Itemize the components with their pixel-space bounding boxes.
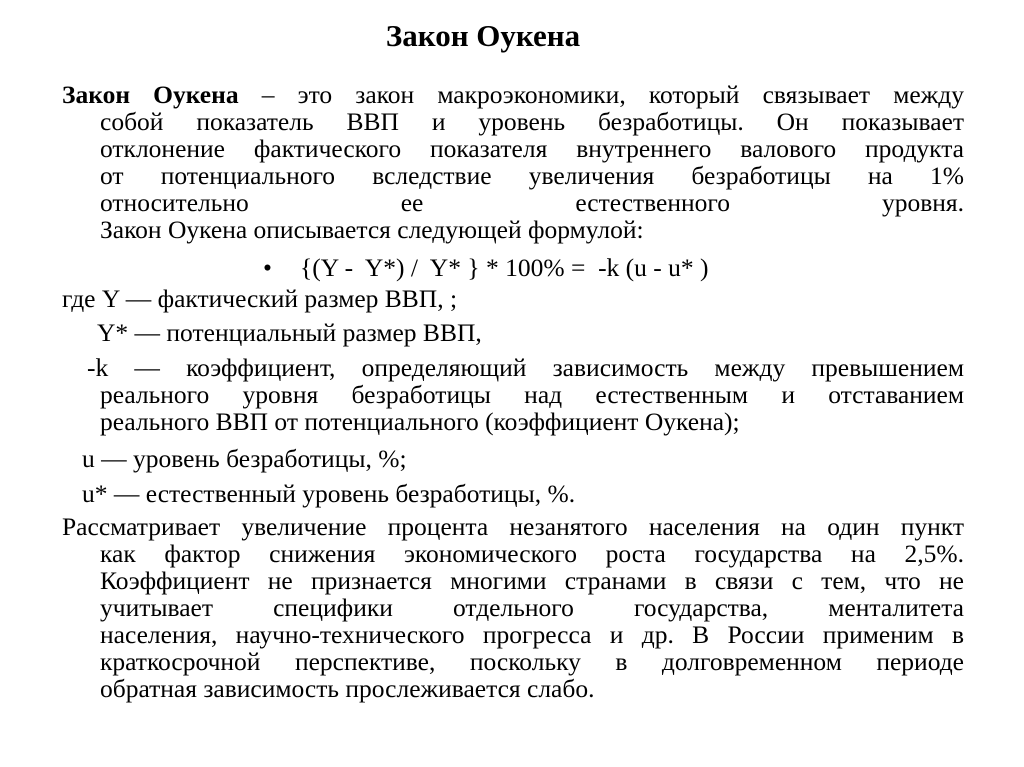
intro-line: относительно ее естественного уровня. (100, 188, 964, 217)
term-bold: Закон Оукена (62, 80, 239, 109)
definition-line: Y* — потенциальный размер ВВП, (97, 318, 482, 347)
intro-line: отклонение фактического показателя внутреннего валового продукта (100, 134, 964, 163)
intro-line: Закон Оукена описывается следующей формулой: (100, 215, 644, 244)
intro-line: от потенциального вследствие увеличения безработицы на 1% (100, 161, 964, 190)
conclusion-line: краткосрочной перспективе, поскольку в долговременном периоде (100, 647, 964, 676)
conclusion-line: Рассматривает увеличение процента незанятого населения на один пункт (62, 512, 964, 541)
conclusion-line: учитывает специфики отдельного государства, менталитета (100, 593, 964, 622)
definition-line: где Y — фактический размер ВВП, ; (62, 284, 458, 313)
definition-line: реального ВВП от потенциального (коэффициент Оукена); (100, 407, 740, 436)
intro-line (62, 81, 964, 109)
definition-line: -k — коэффициент, определяющий зависимость между превышением (87, 353, 964, 382)
conclusion-line: как фактор снижения экономического роста государства на 2,5%. (100, 539, 964, 568)
definition-line: реального уровня безработицы над естественным и отставанием (100, 380, 964, 409)
conclusion-line: обратная зависимость прослеживается слабо. (100, 674, 595, 703)
okun-formula: {(Y - Y*) / Y* } * 100% = -k (u - u* ) (300, 253, 709, 282)
definition-line: u — уровень безработицы, %; (82, 444, 407, 473)
conclusion-line: Коэффициент не признается многими странами в связи с тем, что не (100, 566, 964, 595)
definition-line: u* — естественный уровень безработицы, %. (82, 479, 576, 508)
slide-title: Закон Оукена (385, 18, 581, 53)
intro-text: – это закон макроэкономики, который связывает между (238, 80, 964, 109)
intro-line: собой показатель ВВП и уровень безработицы. Он показывает (100, 107, 964, 136)
conclusion-line: населения, научно-технического прогресса и др. В России применим в (100, 620, 964, 649)
bullet-icon: • (263, 253, 272, 282)
